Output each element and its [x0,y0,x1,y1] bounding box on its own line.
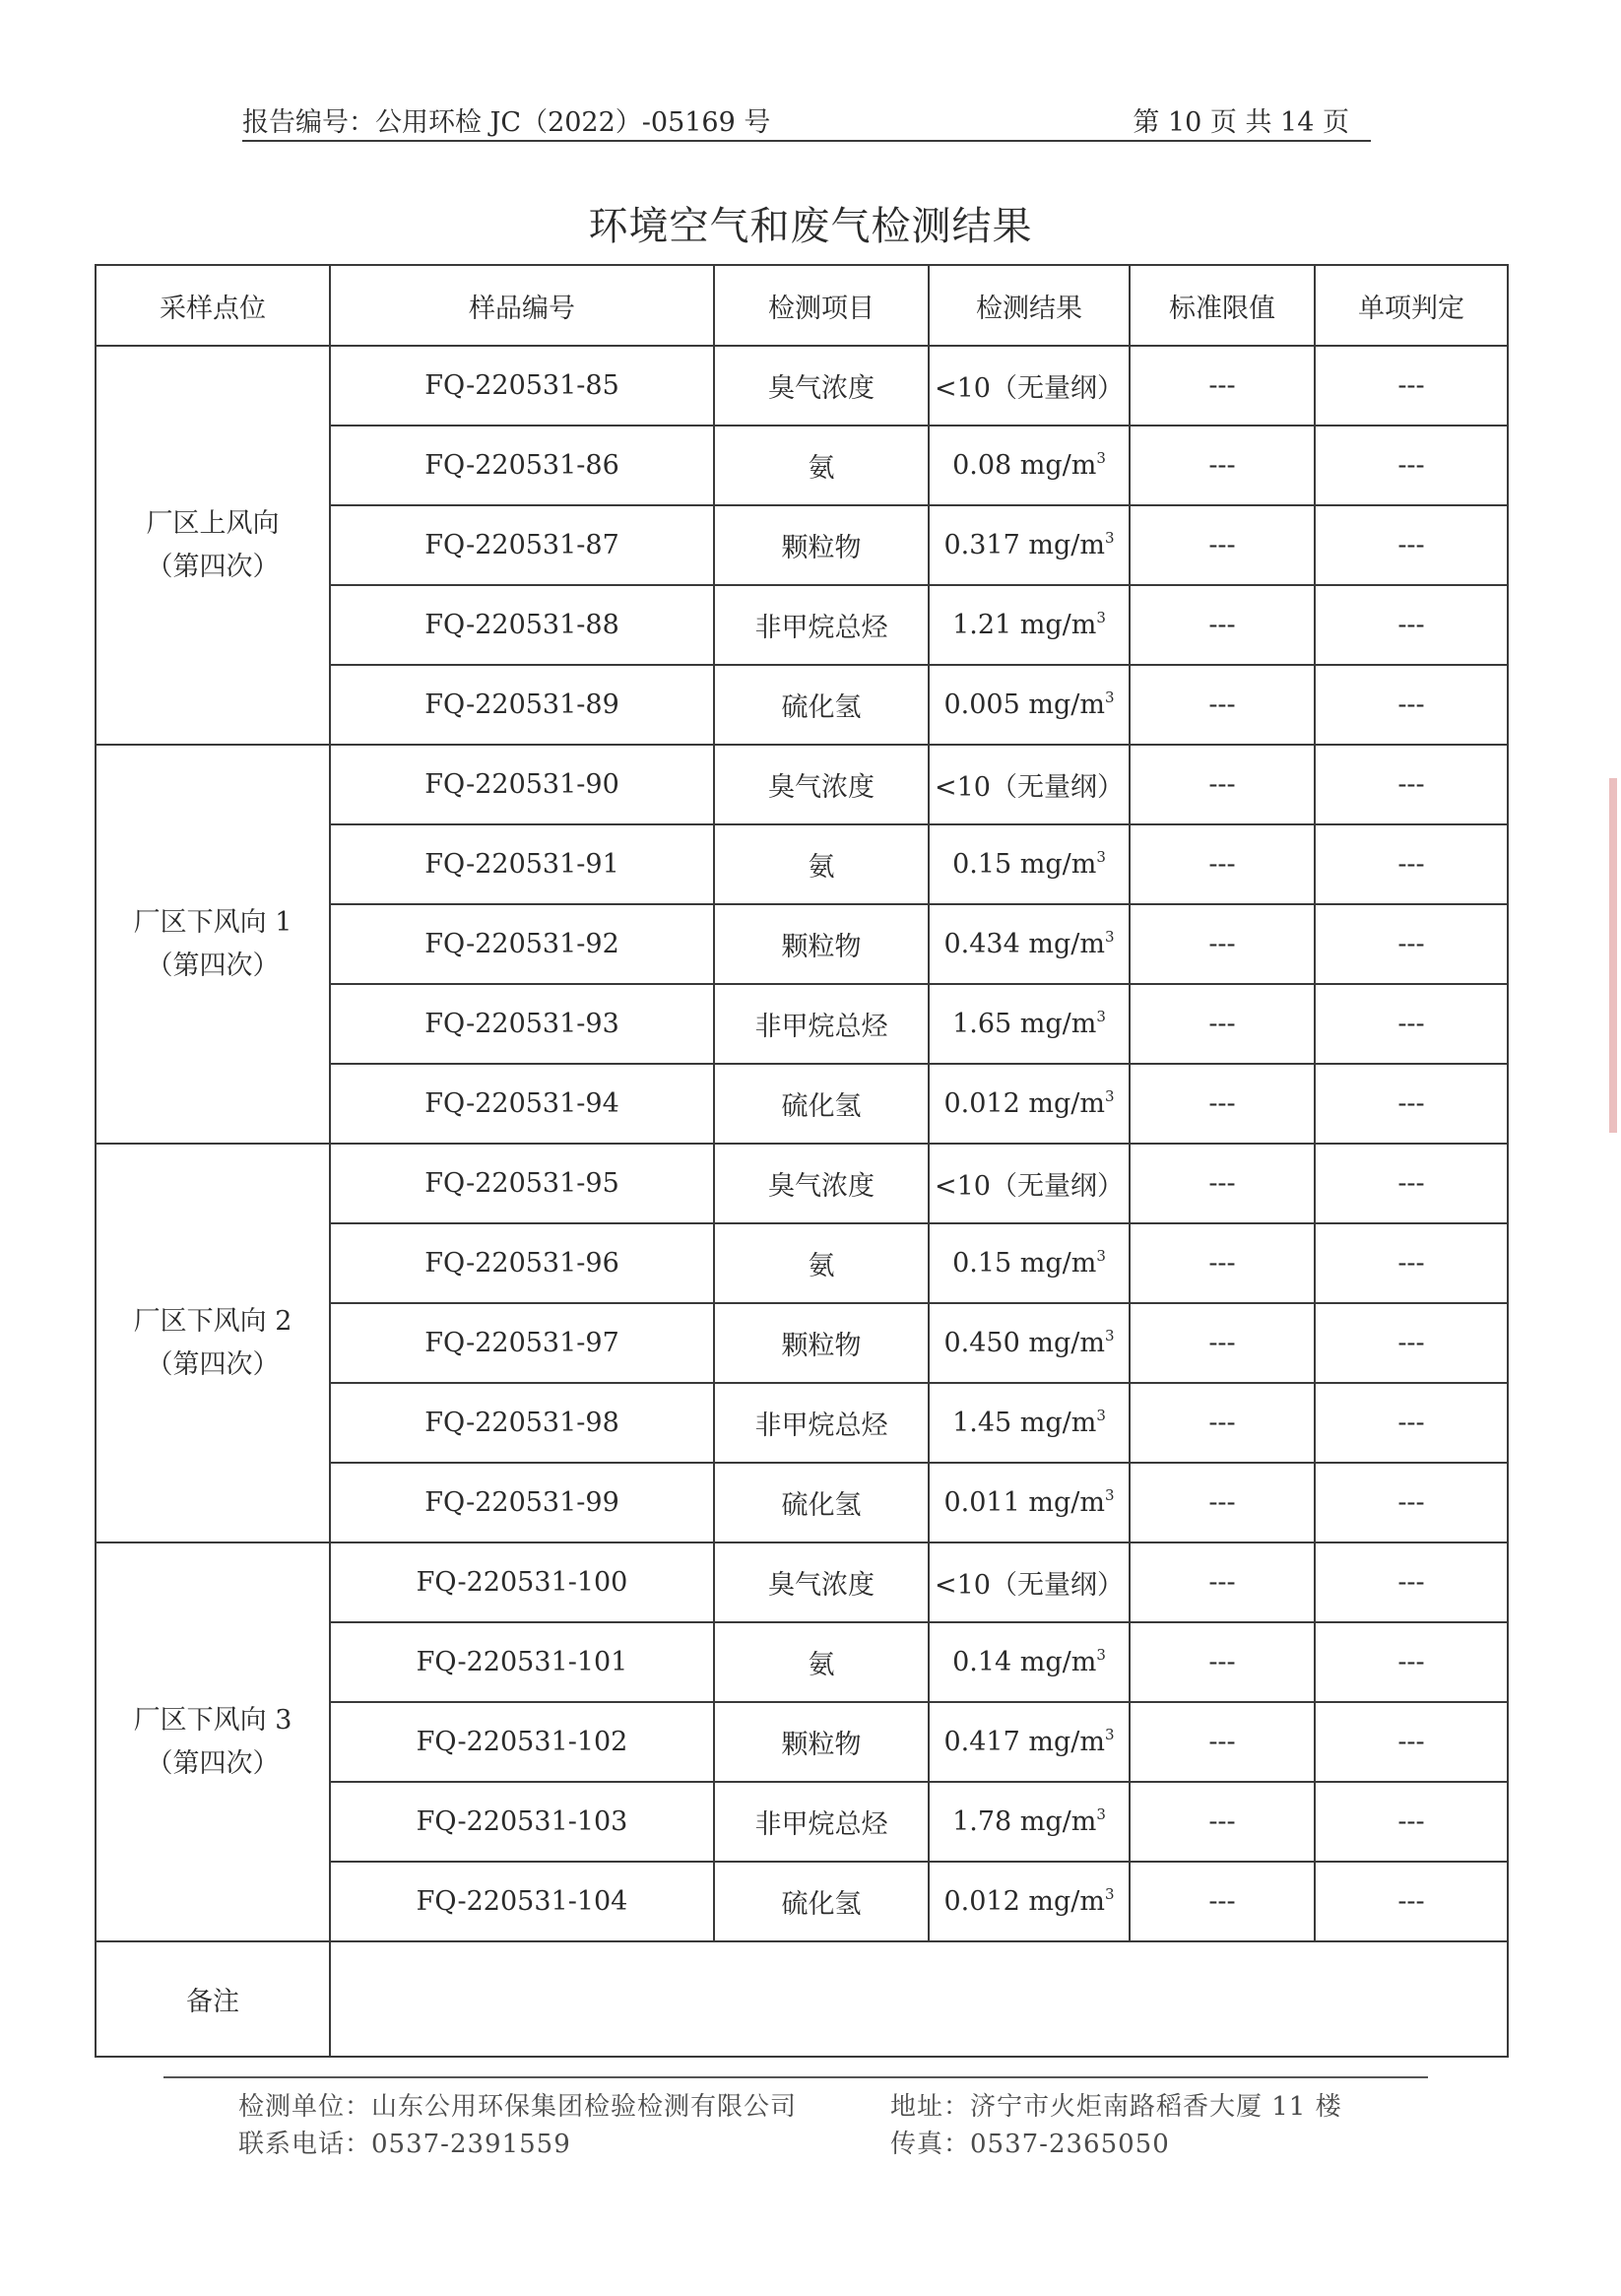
results-table [95,264,1509,2058]
judgement-cell: --- [1315,1144,1508,1223]
unit-exponent: 3 [1096,1805,1106,1823]
location-cell [96,1542,330,1941]
result-cell [929,1782,1130,1862]
page-header [242,97,1371,142]
remark-value [330,1941,1508,2057]
result-unit: mg/m [1019,689,1105,720]
limit-cell: --- [1130,1782,1315,1862]
judgement-cell: --- [1315,1622,1508,1702]
sample-id-cell: FQ-220531-96 [330,1223,714,1303]
unit-exponent: 3 [1096,449,1106,467]
table-row [96,346,1508,426]
result-unit: mg/m [1011,849,1097,880]
result-unit: mg/m [1011,1009,1097,1039]
unit-exponent: 3 [1104,928,1115,946]
sample-id-cell: FQ-220531-102 [330,1702,714,1782]
table-body [96,346,1508,2057]
result-value: <10（无量纲） [935,772,1124,803]
judgement-cell: --- [1315,984,1508,1064]
result-cell [929,1862,1130,1941]
item-cell: 非甲烷总烃 [714,984,929,1064]
limit-cell: --- [1130,1223,1315,1303]
col-header-result: 检测结果 [929,265,1130,346]
item-cell: 硫化氢 [714,1064,929,1144]
result-value: 0.15 [952,849,1012,880]
judgement-cell: --- [1315,346,1508,426]
result-value: 0.012 [943,1088,1020,1119]
limit-cell: --- [1130,745,1315,824]
sample-id-cell: FQ-220531-85 [330,346,714,426]
result-unit: mg/m [1019,1886,1105,1917]
item-cell: 臭气浓度 [714,745,929,824]
unit-exponent: 3 [1096,609,1106,626]
judgement-cell: --- [1315,1383,1508,1463]
page-footer [163,2076,1428,2159]
judgement-cell: --- [1315,1702,1508,1782]
unit-exponent: 3 [1104,1327,1115,1345]
result-cell [929,1463,1130,1542]
item-cell: 颗粒物 [714,1303,929,1383]
judgement-cell: --- [1315,1303,1508,1383]
item-cell: 氨 [714,1223,929,1303]
sample-id-cell: FQ-220531-91 [330,824,714,904]
judgement-cell: --- [1315,1223,1508,1303]
limit-cell: --- [1130,1064,1315,1144]
sample-id-cell: FQ-220531-98 [330,1383,714,1463]
result-value: 0.317 [943,530,1020,560]
result-cell [929,1223,1130,1303]
item-cell: 氨 [714,1622,929,1702]
result-value: 0.005 [943,689,1020,720]
limit-cell: --- [1130,1463,1315,1542]
limit-cell: --- [1130,585,1315,665]
result-cell [929,824,1130,904]
result-value: 0.14 [952,1647,1012,1677]
unit-exponent: 3 [1104,529,1115,547]
location-round: （第四次） [146,1747,280,1779]
limit-cell: --- [1130,1303,1315,1383]
result-value: <10（无量纲） [935,1570,1124,1601]
col-header-sample-id: 样品编号 [330,265,714,346]
result-value: 1.65 [952,1009,1012,1039]
col-header-limit: 标准限值 [1130,265,1315,346]
result-value: 1.45 [952,1408,1012,1438]
item-cell: 硫化氢 [714,1463,929,1542]
result-cell [929,1702,1130,1782]
footer-phone: 联系电话：0537-2391559 [238,2130,571,2159]
judgement-cell: --- [1315,1782,1508,1862]
table-row [96,745,1508,824]
item-cell: 颗粒物 [714,1702,929,1782]
footer-fax: 传真：0537-2365050 [890,2130,1170,2159]
result-cell [929,1542,1130,1622]
result-value: 0.417 [943,1727,1020,1757]
result-value: <10（无量纲） [935,373,1124,404]
judgement-cell: --- [1315,665,1508,745]
limit-cell: --- [1130,1383,1315,1463]
limit-cell: --- [1130,984,1315,1064]
item-cell: 臭气浓度 [714,1542,929,1622]
result-unit: mg/m [1019,929,1105,959]
unit-exponent: 3 [1104,1087,1115,1105]
table-header-row [96,265,1508,346]
limit-cell: --- [1130,346,1315,426]
sample-id-cell: FQ-220531-103 [330,1782,714,1862]
result-unit: mg/m [1019,1328,1105,1358]
unit-exponent: 3 [1096,1407,1106,1424]
result-value: 0.011 [943,1487,1020,1518]
judgement-cell: --- [1315,1862,1508,1941]
location-name: 厂区下风向 3 [133,1704,292,1736]
item-cell: 非甲烷总烃 [714,1383,929,1463]
result-unit: mg/m [1019,1088,1105,1119]
sample-id-cell: FQ-220531-99 [330,1463,714,1542]
item-cell: 非甲烷总烃 [714,1782,929,1862]
judgement-cell: --- [1315,745,1508,824]
judgement-cell: --- [1315,426,1508,505]
result-value: 0.08 [952,450,1012,481]
result-cell [929,904,1130,984]
item-cell: 颗粒物 [714,904,929,984]
result-unit: mg/m [1019,1487,1105,1518]
limit-cell: --- [1130,665,1315,745]
item-cell: 颗粒物 [714,505,929,585]
result-cell [929,1303,1130,1383]
location-round: （第四次） [146,1348,280,1380]
report-number: 报告编号：公用环检 JC（2022）-05169 号 [242,107,771,138]
result-value: 1.21 [952,610,1012,640]
sample-id-cell: FQ-220531-104 [330,1862,714,1941]
item-cell: 氨 [714,426,929,505]
item-cell: 硫化氢 [714,665,929,745]
location-cell [96,745,330,1144]
sample-id-cell: FQ-220531-100 [330,1542,714,1622]
location-name: 厂区下风向 1 [133,906,292,938]
result-cell [929,984,1130,1064]
sample-id-cell: FQ-220531-97 [330,1303,714,1383]
result-cell [929,1144,1130,1223]
sample-id-cell: FQ-220531-90 [330,745,714,824]
result-cell [929,1622,1130,1702]
sample-id-cell: FQ-220531-92 [330,904,714,984]
result-cell [929,1383,1130,1463]
limit-cell: --- [1130,824,1315,904]
sample-id-cell: FQ-220531-95 [330,1144,714,1223]
location-name: 厂区下风向 2 [133,1305,292,1337]
result-value: 0.012 [943,1886,1020,1917]
location-name: 厂区上风向 [146,507,280,539]
result-value: 0.450 [943,1328,1020,1358]
judgement-cell: --- [1315,1463,1508,1542]
col-header-judgement: 单项判定 [1315,265,1508,346]
footer-address: 地址：济宁市火炬南路稻香大厦 11 楼 [890,2092,1342,2122]
unit-exponent: 3 [1096,848,1106,866]
sample-id-cell: FQ-220531-94 [330,1064,714,1144]
location-cell [96,1144,330,1542]
result-unit: mg/m [1011,1806,1097,1837]
sample-id-cell: FQ-220531-93 [330,984,714,1064]
unit-exponent: 3 [1104,1885,1115,1903]
page-number: 第 10 页 共 14 页 [1133,107,1349,138]
item-cell: 硫化氢 [714,1862,929,1941]
judgement-cell: --- [1315,904,1508,984]
judgement-cell: --- [1315,505,1508,585]
unit-exponent: 3 [1104,689,1115,706]
result-unit: mg/m [1011,1647,1097,1677]
result-unit: mg/m [1011,1408,1097,1438]
item-cell: 氨 [714,824,929,904]
page-title: 环境空气和废气检测结果 [588,204,1033,249]
judgement-cell: --- [1315,1064,1508,1144]
sample-id-cell: FQ-220531-87 [330,505,714,585]
limit-cell: --- [1130,1542,1315,1622]
result-value: 1.78 [952,1806,1012,1837]
location-cell [96,346,330,745]
result-unit: mg/m [1011,610,1097,640]
limit-cell: --- [1130,1862,1315,1941]
unit-exponent: 3 [1096,1008,1106,1025]
location-round: （第四次） [146,551,280,582]
footer-unit: 检测单位：山东公用环保集团检验检测有限公司 [238,2092,798,2122]
item-cell: 非甲烷总烃 [714,585,929,665]
result-value: 0.15 [952,1248,1012,1279]
result-unit: mg/m [1011,450,1097,481]
seal-edge-mark [1609,778,1617,1133]
unit-exponent: 3 [1104,1726,1115,1743]
limit-cell: --- [1130,1622,1315,1702]
sample-id-cell: FQ-220531-89 [330,665,714,745]
remark-label: 备注 [96,1941,330,2057]
result-cell [929,585,1130,665]
col-header-location: 采样点位 [96,265,330,346]
result-value: 0.434 [943,929,1020,959]
judgement-cell: --- [1315,585,1508,665]
result-cell [929,1064,1130,1144]
result-value: <10（无量纲） [935,1171,1124,1202]
limit-cell: --- [1130,1144,1315,1223]
result-cell [929,665,1130,745]
unit-exponent: 3 [1096,1646,1106,1664]
remark-row [96,1941,1508,2057]
result-unit: mg/m [1019,530,1105,560]
sample-id-cell: FQ-220531-86 [330,426,714,505]
judgement-cell: --- [1315,824,1508,904]
table-row [96,1542,1508,1622]
judgement-cell: --- [1315,1542,1508,1622]
unit-exponent: 3 [1096,1247,1106,1265]
result-unit: mg/m [1019,1727,1105,1757]
limit-cell: --- [1130,904,1315,984]
sample-id-cell: FQ-220531-88 [330,585,714,665]
col-header-item: 检测项目 [714,265,929,346]
result-cell [929,745,1130,824]
limit-cell: --- [1130,505,1315,585]
result-cell [929,426,1130,505]
item-cell: 臭气浓度 [714,1144,929,1223]
location-round: （第四次） [146,950,280,981]
result-cell [929,505,1130,585]
table-row [96,1144,1508,1223]
result-unit: mg/m [1011,1248,1097,1279]
sample-id-cell: FQ-220531-101 [330,1622,714,1702]
unit-exponent: 3 [1104,1486,1115,1504]
limit-cell: --- [1130,426,1315,505]
result-cell [929,346,1130,426]
limit-cell: --- [1130,1702,1315,1782]
item-cell: 臭气浓度 [714,346,929,426]
